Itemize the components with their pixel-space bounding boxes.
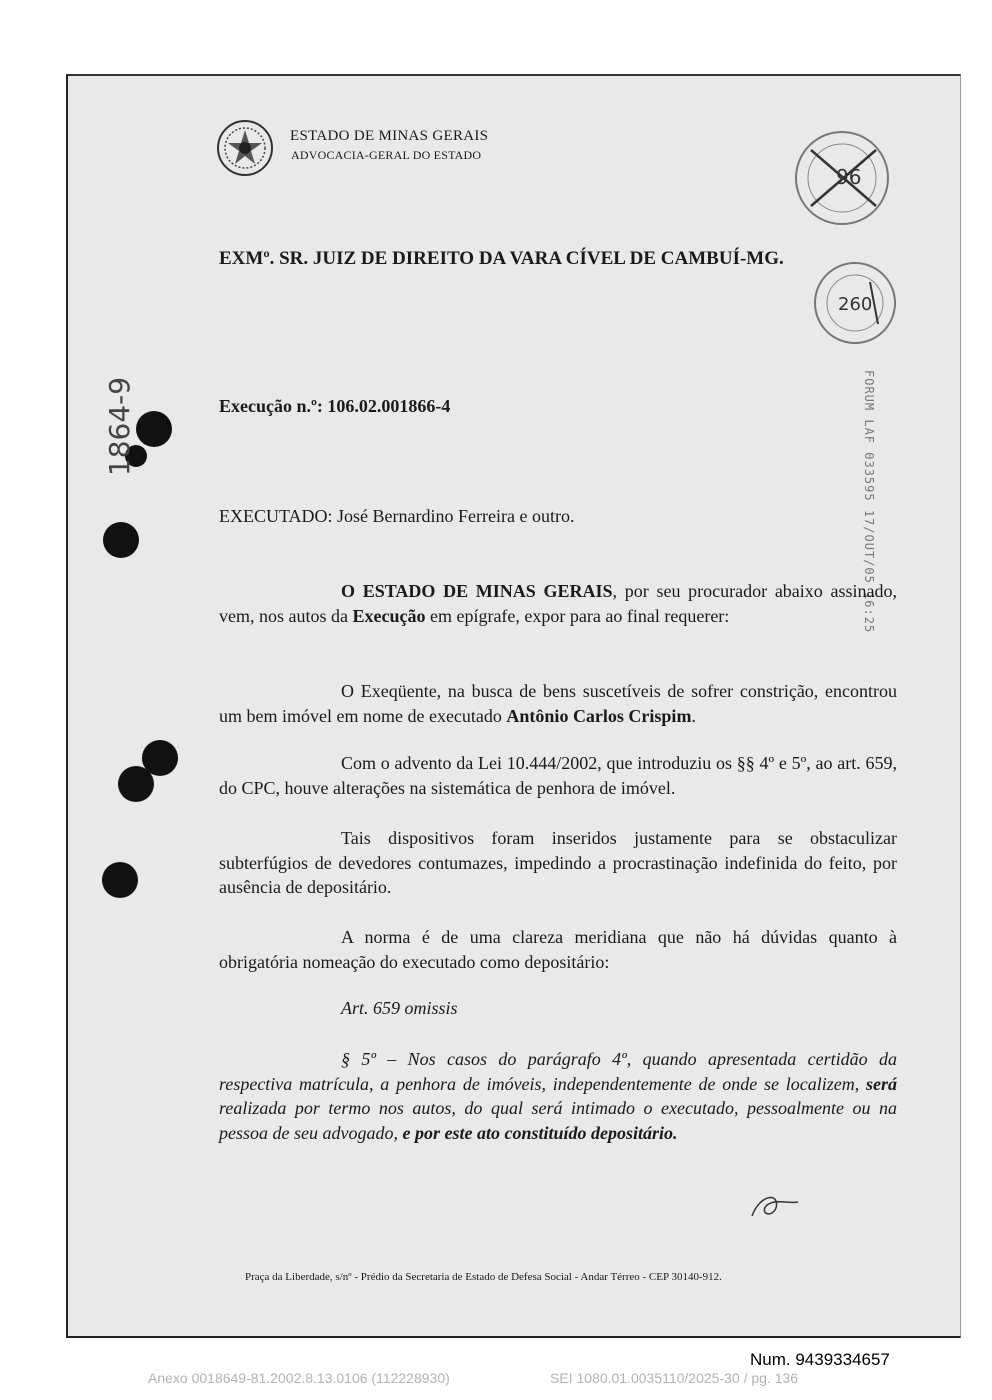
punch-hole <box>102 862 138 898</box>
court-stamp <box>786 128 898 228</box>
quoted-law: § 5º – Nos casos do parágrafo 4º, quando apresentada certidão da respectiva matrícula, a penhora de imóveis, independentemente de onde se localizem, será realizada por termo nos autos, do qual será intimado o executado, pessoalmente ou na pessoa de seu advogado, e por este ato constituído depositário. <box>219 1049 897 1143</box>
addressee: EXMº. SR. JUIZ DE DIREITO DA VARA CÍVEL DE CAMBUÍ-MG. <box>219 248 784 269</box>
sei-reference: SEI 1080.01.0035110/2025-30 / pg. 136 <box>550 1370 799 1386</box>
annex-reference: Anexo 0018649-81.2002.8.13.0106 (112228930) <box>148 1370 450 1386</box>
footer-address: Praça da Liberdade, s/nº - Prédio da Secretaria de Estado de Defesa Social - Andar Térreo - CEP 30140-912. <box>245 1271 722 1283</box>
coat-of-arms-icon <box>216 118 274 180</box>
paragraph-2: O Exeqüente, na busca de bens suscetíveis de sofrer constrição, encontrou um bem imóvel em nome de executado Antônio Carlos Crispim. <box>219 681 897 726</box>
initials-signature <box>746 1188 802 1224</box>
svg-text:260: 260 <box>838 294 873 315</box>
process-number: Execução n.º: 106.02.001866-4 <box>219 396 451 416</box>
header-state: ESTADO DE MINAS GERAIS <box>290 128 489 144</box>
executed-party: EXECUTADO: José Bernardino Ferreira e outro. <box>219 506 575 526</box>
article-reference: Art. 659 omissis <box>341 998 458 1018</box>
header-agency: ADVOCACIA-GERAL DO ESTADO <box>291 148 482 162</box>
paragraph-3: Com o advento da Lei 10.444/2002, que introduziu os §§ 4º e 5º, ao art. 659, do CPC, houve alterações na sistemática de penhora de imóvel. <box>219 753 897 798</box>
svg-text:96: 96 <box>836 165 862 189</box>
punch-hole <box>103 522 139 558</box>
protocol-stamp: FORUM LAF 033595 17/OUT/05 16:25 <box>862 370 876 634</box>
court-stamp <box>812 254 898 352</box>
document-number: Num. 9439334657 <box>750 1350 890 1369</box>
paragraph-1: O ESTADO DE MINAS GERAIS, por seu procurador abaixo assinado, vem, nos autos da Execução em epígrafe, expor para ao final requerer: <box>219 581 897 626</box>
paragraph-4: Tais dispositivos foram inseridos justamente para se obstaculizar subterfúgios de devedores contumazes, impedindo a procrastinação indefinida do feito, por ausência de depositário. <box>219 828 897 897</box>
handwritten-note: 1864-9 <box>103 376 137 477</box>
paragraph-5: A norma é de uma clareza meridiana que não há dúvidas quanto à obrigatória nomeação do executado como depositário: <box>219 927 897 972</box>
punch-hole <box>118 766 154 802</box>
punch-hole <box>136 411 172 447</box>
